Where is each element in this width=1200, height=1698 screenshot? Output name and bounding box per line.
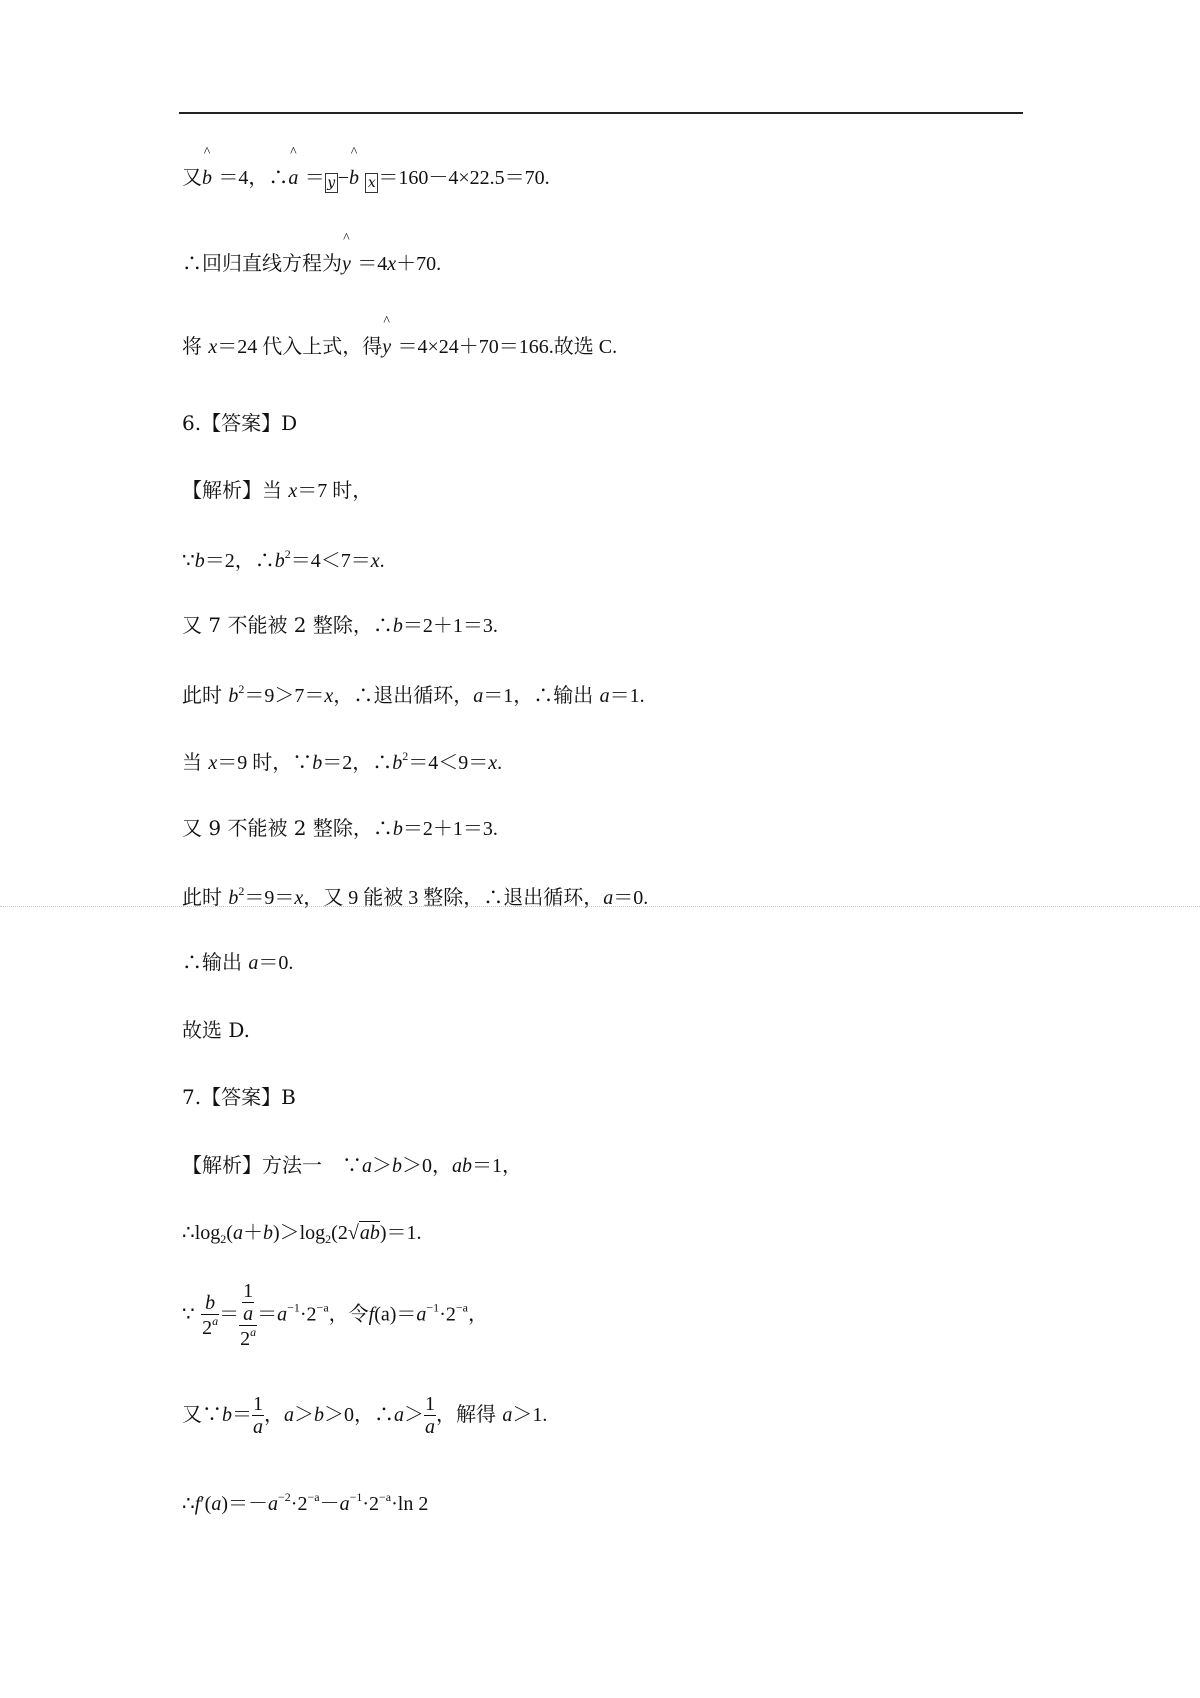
fraction-1-over-a: $\frac{1}{a}$ bbox=[253, 1393, 263, 1438]
line-15: 【解析】方法一 ∵a＞b＞0，ab＝1， bbox=[182, 1153, 522, 1177]
answer-6: 6.【答案】D bbox=[182, 411, 298, 435]
line-1: 又^ b ＝4，∴^ a ＝ y −^ b x ＝160－4×22.5＝70. bbox=[182, 167, 550, 193]
line-18: 又∵b＝ $\frac{1}{a}$ ，a＞b＞0，∴a＞ $\frac{1}{a}$ ，解得 a＞1. bbox=[182, 1393, 548, 1438]
boxed-x: x bbox=[365, 173, 378, 193]
line-10: 又 9 不能被 2 整除，∴b＝2＋1＝3. bbox=[182, 816, 498, 840]
line-9: 当 x＝9 时，∵b＝2，$\therefore b^2=4<9=x$. bbox=[182, 749, 503, 774]
line-12: ∴输出 a＝0. bbox=[182, 950, 294, 974]
answer-7: 7.【答案】B bbox=[182, 1085, 296, 1109]
line-13: 故选 D. bbox=[182, 1018, 251, 1042]
line-16: $\therefore\log_2(a+b)>\log_2(2√ab)=1$. bbox=[182, 1222, 422, 1246]
line-7: 又 7 不能被 2 整除，∴b＝2＋1＝3. bbox=[182, 613, 498, 637]
line-2: ∴回归直线方程为^ y ＝4x＋70. bbox=[182, 253, 441, 274]
line-17: ∵ $\frac{b}{2^a}$ ＝ $\frac{\frac{1}{a}}{2^a}$ $=a^{-1}\cdot 2^{-a}$，令$f(a)=a^{-1}\cdot 2^{-a}$， bbox=[182, 1280, 488, 1350]
line-5: 【解析】当 x＝7 时， bbox=[182, 478, 373, 502]
fraction-1-over-a-2: $\frac{1}{a}$ bbox=[425, 1393, 435, 1438]
line-3: 将 x＝24 代入上式，得^ y ＝4×24＋70＝166.故选 C. bbox=[182, 336, 617, 357]
header-rule bbox=[179, 112, 1023, 114]
line-19: $\therefore f'(a)=-a^{-2}\cdot 2^{-a}-a^{-1}\cdot 2^{-a}\cdot\ln$ 2 bbox=[182, 1490, 429, 1515]
line-8: 此时 $b^2=9>7=x$，∴退出循环，a＝1，∴输出 a＝1. bbox=[182, 682, 645, 707]
line-11: 此时 $b^2=9=x$，又 9 能被 3 整除，∴退出循环，a＝0. bbox=[182, 884, 649, 909]
boxed-y: y bbox=[325, 173, 338, 193]
fraction-b-over-2a: $\frac{b}{2^a}$ bbox=[202, 1291, 219, 1339]
fraction-compound: $\frac{\frac{1}{a}}{2^a}$ bbox=[240, 1280, 257, 1350]
sqrt-ab: ab bbox=[359, 1222, 380, 1244]
line-6: ∵b＝2，$\therefore b^2=4<7=x$. bbox=[182, 547, 385, 572]
